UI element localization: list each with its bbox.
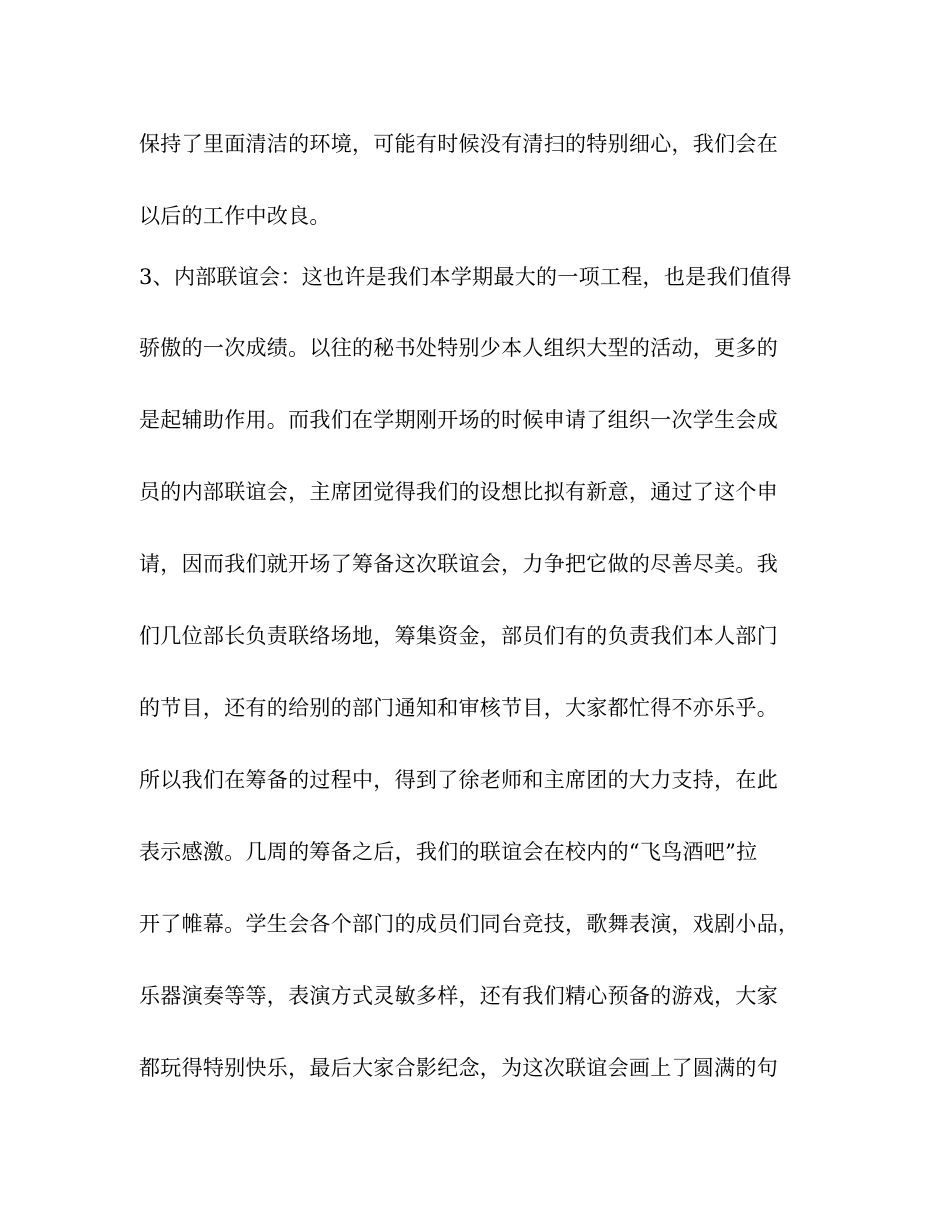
text-line: 们几位部长负责联络场地，筹集资金，部员们有的负责我们本人部门 bbox=[139, 624, 778, 648]
text-line: 是起辅助作用。而我们在学期刚开场的时候申请了组织一次学生会成 bbox=[139, 408, 778, 432]
text-line: 以后的工作中改良。 bbox=[139, 204, 331, 228]
text-line: 表示感激。几周的筹备之后，我们的联谊会在校内的“飞鸟酒吧”拉 bbox=[139, 840, 758, 864]
text-line: 保持了里面清洁的环境，可能有时候没有清扫的特别细心，我们会在 bbox=[139, 132, 778, 156]
text-line: 骄傲的一次成绩。以往的秘书处特别少本人组织大型的活动，更多的 bbox=[139, 336, 778, 360]
text-line: 员的内部联谊会，主席团觉得我们的设想比拟有新意，通过了这个申 bbox=[139, 480, 778, 504]
text-line: 乐器演奏等等，表演方式灵敏多样，还有我们精心预备的游戏，大家 bbox=[139, 984, 778, 1008]
text-line: 开了帷幕。学生会各个部门的成员们同台竞技，歌舞表演，戏剧小品， bbox=[139, 912, 800, 936]
text-line: 3、内部联谊会：这也许是我们本学期最大的一项工程，也是我们值得 bbox=[139, 265, 792, 289]
text-line: 所以我们在筹备的过程中，得到了徐老师和主席团的大力支持，在此 bbox=[139, 768, 778, 792]
text-line: 都玩得特别快乐，最后大家合影纪念，为这次联谊会画上了圆满的句 bbox=[139, 1056, 778, 1080]
text-line: 请，因而我们就开场了筹备这次联谊会，力争把它做的尽善尽美。我 bbox=[139, 552, 778, 576]
text-line: 的节目，还有的给别的部门通知和审核节目，大家都忙得不亦乐乎。 bbox=[139, 696, 778, 720]
